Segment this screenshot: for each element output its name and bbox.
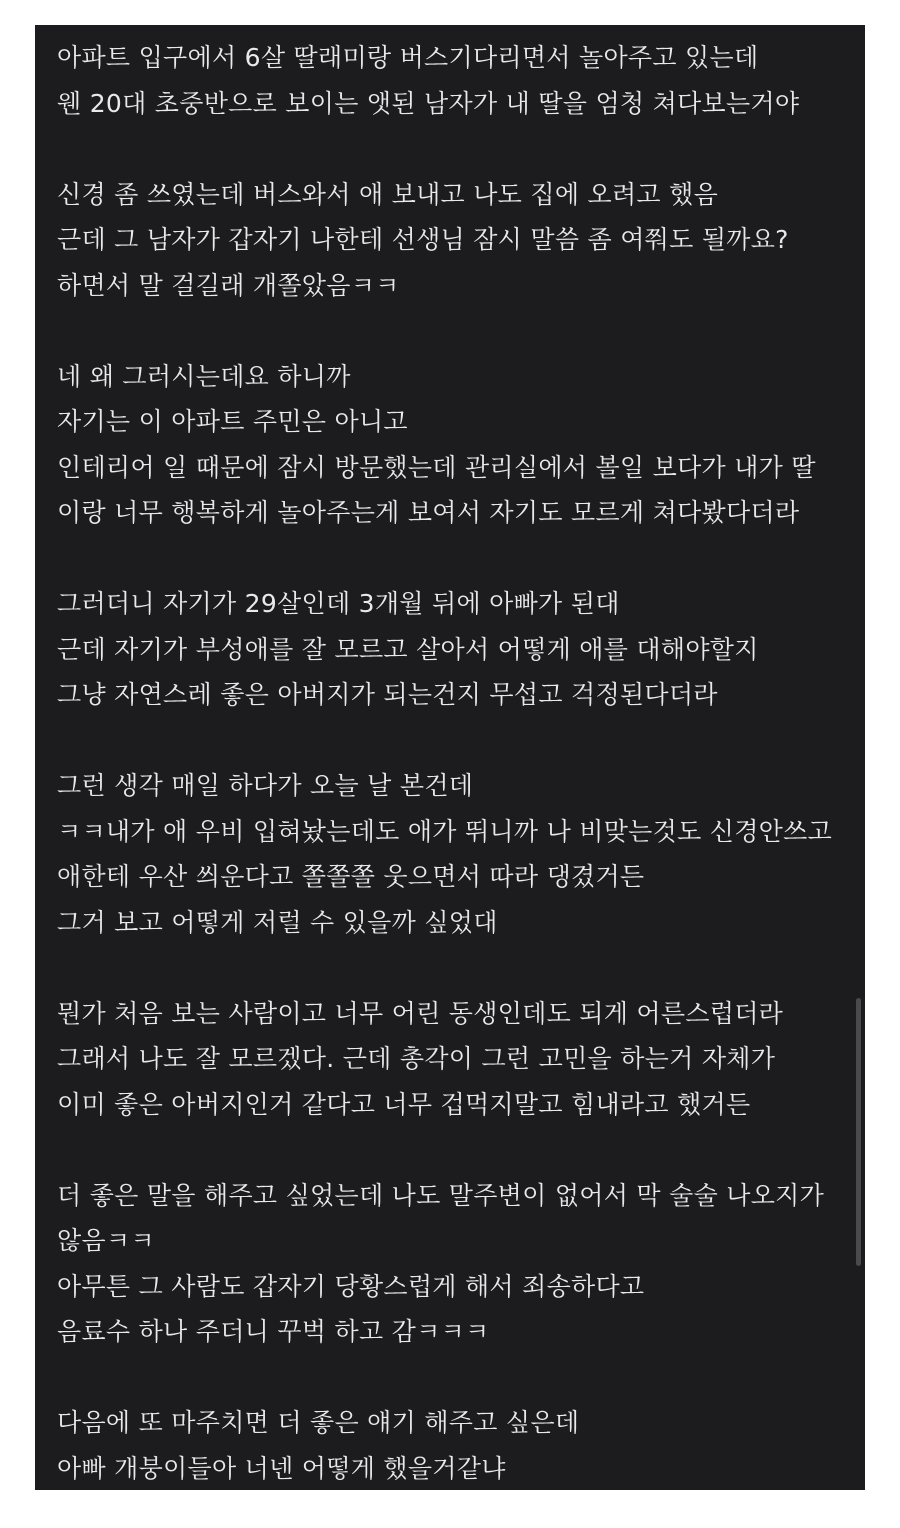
scrollbar-thumb[interactable] <box>856 998 861 1266</box>
paragraph-7 <box>57 1173 857 1355</box>
text-line: 애한테 우산 씌운다고 쫄쫄쫄 웃으면서 따라 댕겼거든 <box>57 862 645 891</box>
text-line: 아파트 입구에서 6살 딸래미랑 버스기다리면서 놀아주고 있는데 <box>57 43 759 72</box>
paragraph-spacer <box>57 945 857 991</box>
paragraph-2 <box>57 172 857 309</box>
paragraph-spacer <box>57 1127 857 1173</box>
text-line: 하면서 말 걸길래 개쫄았음ㅋㅋ <box>57 270 400 300</box>
paragraph-4 <box>57 581 857 718</box>
text-line: 근데 자기가 부성애를 잘 모르고 살아서 어떻게 애를 대해야할지 <box>57 634 759 664</box>
scrollbar[interactable] <box>856 25 861 1490</box>
paragraph-5 <box>57 763 857 945</box>
text-line: 이미 좋은 아버지인거 같다고 너무 겁먹지말고 힘내라고 했거든 <box>57 1089 751 1119</box>
text-line: 더 좋은 말을 해주고 싶었는데 나도 말주변이 없어서 막 술술 나오지가 <box>57 1180 825 1210</box>
paragraph-spacer <box>57 308 857 354</box>
paragraph-6 <box>57 991 857 1128</box>
post-text <box>57 35 857 1490</box>
post-body-panel <box>35 25 865 1490</box>
text-line: 신경 좀 쓰였는데 버스와서 애 보내고 나도 집에 오려고 했음 <box>57 179 719 209</box>
text-line: 그냥 자연스레 좋은 아버지가 되는건지 무섭고 걱정된다더라 <box>57 680 718 709</box>
text-line: 그러더니 자기가 29살인데 3개월 뒤에 아빠가 된대 <box>57 589 620 618</box>
text-line: 인테리어 일 때문에 잠시 방문했는데 관리실에서 볼일 보다가 내가 딸 <box>57 452 816 482</box>
paragraph-spacer <box>57 536 857 582</box>
text-line: 않음ㅋㅋ <box>57 1226 155 1255</box>
text-line: 뭔가 처음 보는 사람이고 너무 어린 동생인데도 되게 어른스럽더라 <box>57 998 784 1028</box>
paragraph-spacer <box>57 718 857 764</box>
paragraph-1 <box>57 35 857 126</box>
paragraph-spacer <box>57 126 857 172</box>
text-line: 아빠 개붕이들아 너넨 어떻게 했을거같냐 <box>57 1453 506 1483</box>
text-line: 이랑 너무 행복하게 놀아주는게 보여서 자기도 모르게 쳐다봤다더라 <box>57 498 800 527</box>
text-line: 자기는 이 아파트 주민은 아니고 <box>57 407 408 436</box>
text-line: 그거 보고 어떻게 저럴 수 있을까 싶었대 <box>57 907 498 937</box>
text-line: ㅋㅋ내가 애 우비 입혀놨는데도 애가 뛰니까 나 비맞는것도 신경안쓰고 <box>57 816 833 846</box>
paragraph-8 <box>57 1400 857 1490</box>
text-line: 웬 20대 초중반으로 보이는 앳된 남자가 내 딸을 엄청 쳐다보는거야 <box>57 88 800 118</box>
text-line: 근데 그 남자가 갑자기 나한테 선생님 잠시 말씀 좀 여쭤도 될까요? <box>57 225 789 254</box>
paragraph-spacer <box>57 1355 857 1401</box>
text-line: 그런 생각 매일 하다가 오늘 날 본건데 <box>57 771 474 800</box>
text-line: 음료수 하나 주더니 꾸벅 하고 감ㅋㅋㅋ <box>57 1317 490 1346</box>
text-line: 다음에 또 마주치면 더 좋은 얘기 해주고 싶은데 <box>57 1408 580 1437</box>
paragraph-3 <box>57 354 857 536</box>
text-line: 네 왜 그러시는데요 하니까 <box>57 361 351 391</box>
text-line: 아무튼 그 사람도 갑자기 당황스럽게 해서 죄송하다고 <box>57 1271 645 1301</box>
text-line: 그래서 나도 잘 모르겠다. 근데 총각이 그런 고민을 하는거 자체가 <box>57 1044 776 1073</box>
